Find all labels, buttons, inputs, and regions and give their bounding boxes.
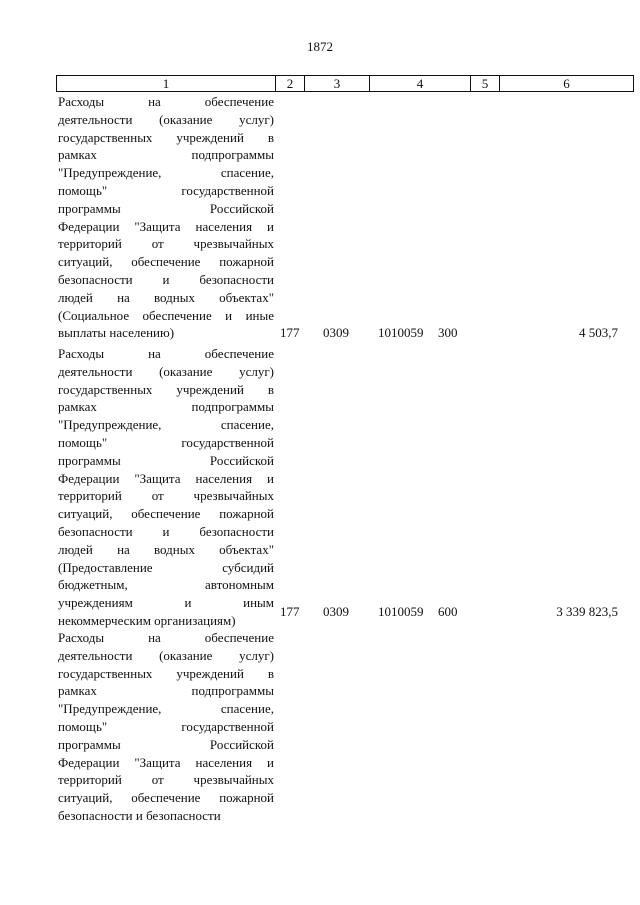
description-line: (Предоставление субсидий	[58, 559, 274, 575]
row-expense-type: 300	[438, 325, 458, 340]
description-line: территорий от чрезвычайных	[58, 236, 274, 252]
description-line: выплаты населению)	[58, 325, 175, 341]
description-line: Федерации "Защита населения и	[58, 218, 274, 234]
description-line: некоммерческим организациям)	[58, 612, 236, 628]
description-line: людей на водных объектах"	[58, 541, 274, 557]
description-line: государственных учреждений в	[58, 665, 274, 681]
description-line: деятельности (оказание услуг)	[58, 647, 274, 663]
description-line: государственных учреждений в	[58, 129, 274, 145]
description-line: деятельности (оказание услуг)	[58, 363, 274, 379]
description-line: Федерации "Защита населения и	[58, 470, 274, 486]
description-line: помощь" государственной	[58, 718, 274, 734]
row-amount: 4 503,7	[579, 325, 618, 340]
description-line: рамках подпрограммы	[58, 399, 274, 415]
description-line: рамках подпрограммы	[58, 683, 274, 699]
row-section-code: 0309	[323, 604, 349, 619]
header-col-5: 5	[471, 76, 500, 92]
header-col-2: 2	[276, 76, 305, 92]
description-line: учреждениям и иным	[58, 595, 274, 611]
description-line: безопасности и безопасности	[58, 523, 274, 539]
row-amount: 3 339 823,5	[556, 604, 618, 619]
description-line: Федерации "Защита населения и	[58, 754, 274, 770]
description-line: ситуаций, обеспечение пожарной	[58, 506, 274, 522]
description-line: территорий от чрезвычайных	[58, 488, 274, 504]
row-gl-code: 177	[280, 604, 300, 619]
description-line: ситуаций, обеспечение пожарной	[58, 790, 274, 806]
description-line: рамках подпрограммы	[58, 147, 274, 163]
description-line: программы Российской	[58, 452, 274, 468]
description-line: "Предупреждение, спасение,	[58, 417, 274, 433]
page-number: 1872	[307, 39, 333, 54]
row-description	[58, 629, 274, 825]
description-line: программы Российской	[58, 200, 274, 216]
header-col-3: 3	[305, 76, 370, 92]
description-line: "Предупреждение, спасение,	[58, 165, 274, 181]
row-description	[58, 345, 274, 630]
column-number-header	[56, 75, 634, 92]
row-gl-code: 177	[280, 325, 300, 340]
description-line: безопасности и безопасности	[58, 807, 221, 823]
description-line: безопасности и безопасности	[58, 271, 274, 287]
description-line: территорий от чрезвычайных	[58, 772, 274, 788]
table-row	[58, 345, 618, 630]
description-line: ситуаций, обеспечение пожарной	[58, 254, 274, 270]
row-target-article: 1010059	[378, 325, 424, 340]
description-line: программы Российской	[58, 736, 274, 752]
description-line: Расходы на обеспечение	[58, 346, 274, 361]
description-line: (Социальное обеспечение и иные	[58, 307, 274, 323]
description-line: помощь" государственной	[58, 182, 274, 198]
description-line: Расходы на обеспечение	[58, 630, 274, 645]
row-expense-type: 600	[438, 604, 458, 619]
description-line: Расходы на обеспечение	[58, 94, 274, 109]
header-col-6: 6	[500, 76, 634, 92]
description-line: государственных учреждений в	[58, 381, 274, 397]
row-description	[58, 93, 274, 342]
description-line: бюджетным, автономным	[58, 577, 274, 593]
description-line: "Предупреждение, спасение,	[58, 701, 274, 717]
header-col-1: 1	[57, 76, 276, 92]
description-line: людей на водных объектах"	[58, 289, 274, 305]
table-row	[58, 629, 618, 829]
header-col-4: 4	[370, 76, 471, 92]
row-target-article: 1010059	[378, 604, 424, 619]
description-line: деятельности (оказание услуг)	[58, 111, 274, 127]
row-section-code: 0309	[323, 325, 349, 340]
table-row	[58, 93, 618, 343]
description-line: помощь" государственной	[58, 434, 274, 450]
